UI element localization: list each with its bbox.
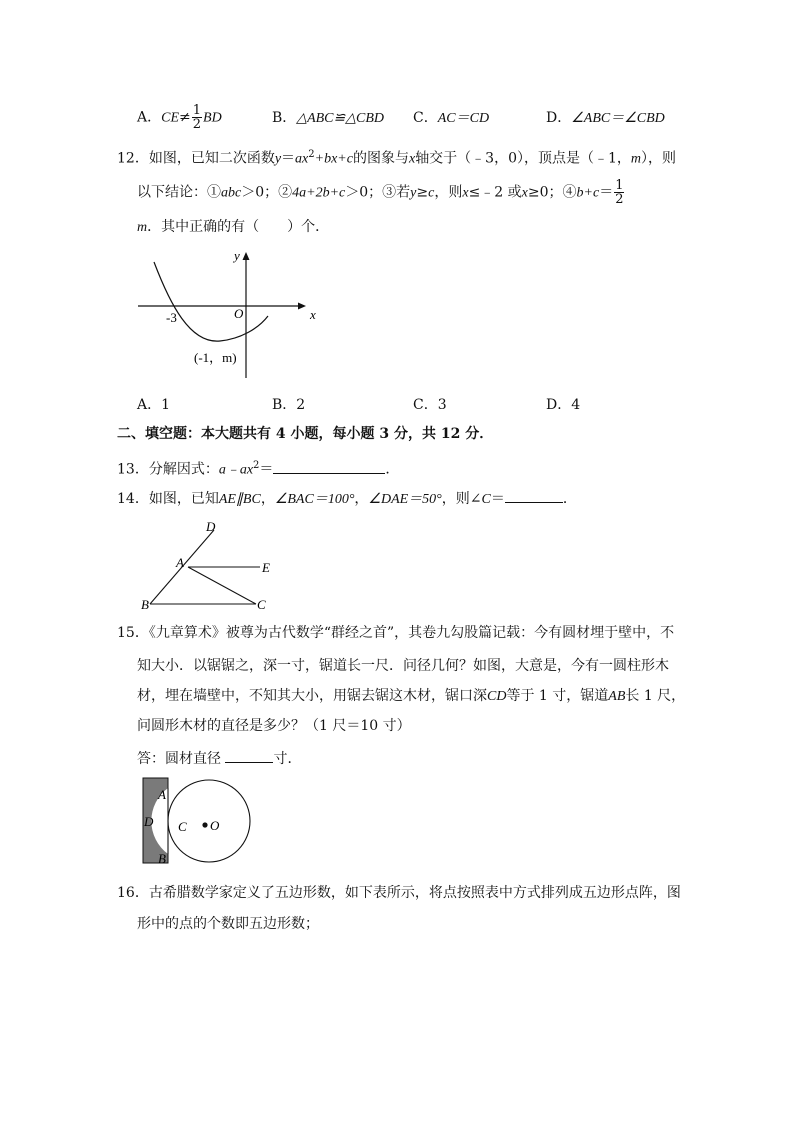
answer-blank[interactable] <box>273 459 385 474</box>
q15-line4: 问圆形木材的直径是多少？（1 尺＝10 寸） <box>137 718 411 734</box>
answer-blank[interactable] <box>225 748 273 763</box>
point-e-label: E <box>262 560 270 575</box>
point-b-label: B <box>158 851 166 866</box>
x-axis-label: x <box>310 307 316 322</box>
answer-blank[interactable] <box>505 488 563 503</box>
tick-label: -3 <box>166 310 177 325</box>
fraction: $\frac{1}{2}$ <box>192 103 202 132</box>
q12-option-c: C．3 <box>413 397 447 413</box>
point-a-label: A <box>176 555 184 570</box>
point-d-label: D <box>144 814 154 829</box>
point-a-label: A <box>158 787 166 802</box>
point-d-label: D <box>206 519 216 534</box>
section-heading: 二、填空题：本大题共有 4 小题，每小题 3 分，共 12 分． <box>117 426 494 442</box>
q12-line2: 以下结论：①abc＞0；②4a+2b+c＞0；③若y≥c，则x≤﹣2 或x≥0；④b+c＝ $\frac{1}{2}$ <box>137 178 624 207</box>
point-c-label: C <box>178 819 187 834</box>
q11-option-a: A．CE≠ $\frac{1}{2}$ BD <box>137 103 222 132</box>
q12-line1: 12．如图，已知二次函数$y=ax^2+bx+c$的图象与x轴交于（﹣3，0），顶点是（﹣1，m），则 <box>117 149 677 167</box>
q12-option-a: A．1 <box>137 397 171 413</box>
q16-line2: 形中的点的个数即五边形数； <box>137 916 319 932</box>
q11-option-c: C．AC＝CD <box>413 110 490 126</box>
x-axis-arrow <box>298 303 306 310</box>
y-axis-arrow <box>243 252 250 260</box>
vertex-label: (-1，m) <box>194 350 237 365</box>
line-ac <box>188 567 256 604</box>
q15-line3: 材，埋在墙壁中，不知其大小，用锯去锯这木材，锯口深CD等于 1 寸，锯道AB长 1 尺， <box>137 688 686 704</box>
q16-line1: 16．古希腊数学家定义了五边形数，如下表所示，将点按照表中方式排列成五边形点阵，图 <box>117 885 681 901</box>
q13: 13．分解因式：$a﹣ax^2=$ ． <box>117 460 400 478</box>
q12-option-d: D．4 <box>546 397 581 413</box>
q15-answer: 答：圆材直径 寸． <box>137 748 301 769</box>
q12-option-b: B．2 <box>272 397 306 413</box>
q15-line2: 知大小．以锯锯之，深一寸，锯道长一尺．问径几何？如图，大意是，今有一圆柱形木 <box>137 658 669 674</box>
q15-line1: 15．《九章算术》被尊为古代数学“群经之首”，其卷九勾股篇记载：今有圆材埋于壁中，不 <box>117 625 675 641</box>
parabola-curve <box>154 262 268 341</box>
y-axis-label: y <box>234 248 240 263</box>
q15-wall-circle-figure <box>138 774 258 866</box>
q14-geometry-figure <box>138 516 288 614</box>
point-b-label: B <box>141 597 149 612</box>
point-o-label: O <box>210 818 220 833</box>
point-c-label: C <box>257 597 266 612</box>
q11-option-b: B．△ABC≌△CBD <box>272 110 385 126</box>
q11-option-d: D．∠ABC＝∠CBD <box>546 110 665 126</box>
q12-parabola-figure <box>130 244 320 384</box>
q14: 14．如图，已知AE∥BC，∠BAC＝100°，∠DAE＝50°，则∠C＝ ． <box>117 488 577 510</box>
q12-line3: m．其中正确的有（ ）个． <box>137 219 330 235</box>
center-point <box>202 822 207 827</box>
origin-label: O <box>234 306 244 321</box>
fraction: $\frac{1}{2}$ <box>615 178 624 207</box>
